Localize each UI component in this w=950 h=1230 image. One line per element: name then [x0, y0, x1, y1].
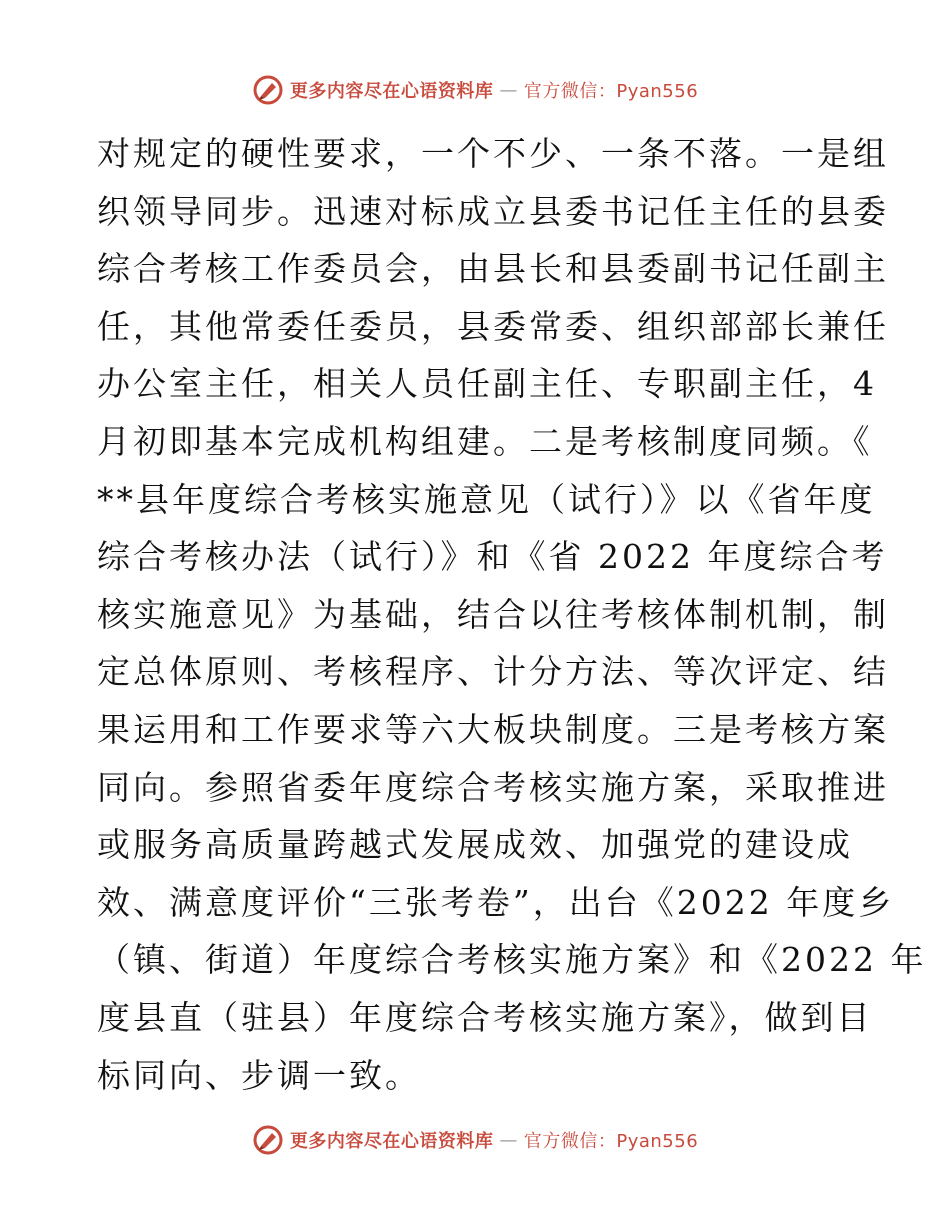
text-line-11: 果运用和工作要求等六大板块制度。三是考核方案: [97, 709, 889, 749]
footer-watermark: [0, 1120, 950, 1160]
text-line-17: 标同向、步调一致。: [97, 1055, 421, 1095]
text-line-1: 对规定的硬性要求，一个不少、一条不落。一是组: [97, 134, 889, 173]
watermark-separator: —: [499, 1129, 518, 1151]
text-line-15: （镇、街道）年度综合考核实施方案》和《2022 年: [97, 940, 927, 980]
watermark-wechat-text: 官方微信：Pyan556: [523, 81, 699, 102]
text-line-5: 办公室主任，相关人员任副主任、专职副主任，4: [97, 364, 877, 404]
text-line-9: 核实施意见》为基础，结合以往考核体制机制，制: [97, 594, 889, 634]
text-line-4: 任，其他常委任委员，县委常委、组织部部长兼任: [97, 306, 889, 346]
text-line-3: 综合考核工作委员会，由县长和县委副书记任副主: [97, 249, 889, 289]
watermark-lead-text: 更多内容尽在心语资料库: [289, 81, 494, 102]
text-line-14: 效、满意度评价“三张考卷”，出台《2022 年度乡: [97, 882, 895, 922]
text-line-7: **县年度综合考核实施意见（试行）》以《省年度: [97, 479, 876, 519]
doc-pen-logo-icon: [252, 1124, 284, 1156]
watermark-wechat-text: 官方微信：Pyan556: [523, 1131, 699, 1152]
document-body: [97, 125, 927, 1104]
header-watermark: [0, 70, 950, 110]
watermark-separator: —: [499, 79, 518, 101]
text-line-6: 月初即基本完成机构组建。二是考核制度同频。《: [97, 421, 873, 461]
text-line-8: 综合考核办法（试行）》和《省 2022 年度综合考: [97, 537, 888, 577]
text-line-12: 同向。参照省委年度综合考核实施方案，采取推进: [97, 767, 889, 807]
watermark-lead-text: 更多内容尽在心语资料库: [289, 1131, 494, 1152]
text-line-2: 织领导同步。迅速对标成立县委书记任主任的县委: [97, 191, 889, 231]
text-line-16: 度县直（驻县）年度综合考核实施方案》，做到目: [97, 997, 873, 1037]
doc-pen-logo-icon: [252, 74, 284, 106]
text-line-13: 或服务高质量跨越式发展成效、加强党的建设成: [97, 825, 853, 865]
text-line-10: 定总体原则、考核程序、计分方法、等次评定、结: [97, 652, 889, 692]
